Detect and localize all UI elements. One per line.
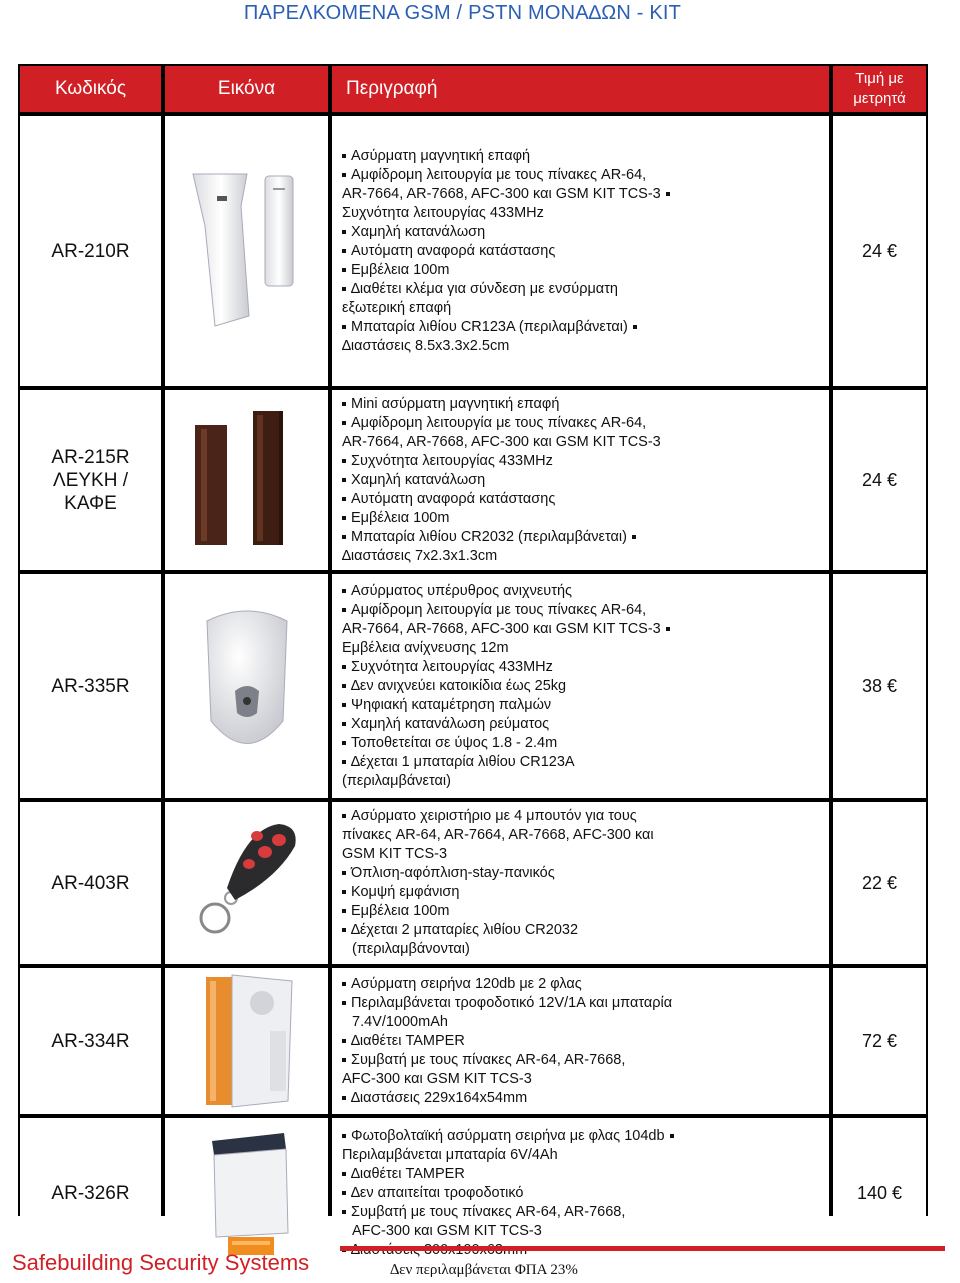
description-line — [342, 223, 823, 242]
magnetic-contact-brown-icon — [187, 405, 307, 555]
bullet-icon — [342, 741, 346, 745]
product-image — [165, 1118, 328, 1268]
description-line — [342, 414, 823, 433]
footer-divider — [340, 1246, 945, 1251]
pir-detector-icon — [187, 601, 307, 771]
bullet-icon — [342, 1001, 346, 1005]
description-text: AR-7664, AR-7668, AFC-300 και GSM KIT TCS-3 — [342, 621, 661, 637]
bullet-icon — [342, 665, 346, 669]
product-description — [332, 968, 829, 1114]
description-text: Περιλαμβάνεται τροφοδοτικό 12V/1A και μπαταρία — [351, 995, 673, 1011]
solar-siren-icon — [192, 1123, 302, 1263]
bullet-icon — [342, 287, 346, 291]
description-text: Ψηφιακή καταμέτρηση παλμών — [351, 697, 552, 713]
description-line — [342, 528, 823, 547]
bullet-icon — [342, 249, 346, 253]
bullet-icon — [342, 760, 346, 764]
bullet-icon — [342, 1210, 346, 1214]
wireless-siren-icon — [192, 971, 302, 1111]
description-text: ∆ιαθέτει κλέμα για σύνδεση με ενσύρματη — [351, 281, 618, 297]
price-table — [18, 64, 928, 1239]
description-line — [342, 1184, 823, 1203]
description-line — [342, 677, 823, 696]
description-text: Αμφίδρομη λειτουργία με τους πίνακες AR-64, — [351, 415, 647, 431]
bullet-icon — [342, 928, 346, 932]
description-text: Χαμηλή κατανάλωση — [351, 224, 486, 240]
description-text: Mini ασύρματη μαγνητική επαφή — [351, 396, 560, 412]
description-text: Όπλιση-αφόπλιση-stay-πανικός — [351, 865, 555, 881]
product-description — [332, 802, 829, 964]
description-text: ∆ιαστάσεις 7x2.3x1.3cm — [342, 548, 498, 564]
bullet-icon — [666, 192, 670, 196]
description-text: ∆έχεται 2 μπαταρίες λιθίου CR2032 — [351, 922, 579, 938]
bullet-icon — [342, 535, 346, 539]
bullet-icon — [342, 1191, 346, 1195]
description-line — [342, 1127, 823, 1146]
description-text: Συμβατή με τους πίνακες AR-64, AR-7668, — [351, 1052, 626, 1068]
description-line — [342, 1203, 823, 1222]
description-text: (περιλαμβάνονται) — [352, 941, 470, 957]
description-text: Εμβέλεια 100m — [351, 510, 450, 526]
description-line — [342, 395, 823, 414]
description-line — [342, 471, 823, 490]
description-line — [342, 620, 823, 639]
description-text: ∆ιαθέτει TAMPER — [351, 1033, 465, 1049]
product-description — [332, 390, 829, 570]
description-text: Μπαταρία λιθίου CR2032 (περιλαμβάνεται) — [351, 529, 627, 545]
description-text: AFC-300 και GSM KIT TCS-3 — [352, 1223, 542, 1239]
product-code: AR-215R ΛΕΥΚΗ / ΚΑΦΕ — [20, 390, 161, 570]
bullet-icon — [342, 230, 346, 234]
description-text: Εμβέλεια 100m — [351, 903, 450, 919]
bullet-icon — [342, 1058, 346, 1062]
bullet-icon — [342, 516, 346, 520]
bullet-icon — [342, 497, 346, 501]
bullet-icon — [342, 1134, 346, 1138]
description-line — [342, 204, 823, 223]
description-text: Τοποθετείται σε ύψος 1.8 - 2.4m — [351, 735, 558, 751]
header-image: Εικόνα — [165, 66, 328, 112]
description-text: Αυτόματη αναφορά κατάστασης — [351, 491, 556, 507]
remote-keyfob-icon — [187, 818, 307, 948]
description-text: Χαμηλή κατανάλωση — [351, 472, 486, 488]
description-text: ∆ιαθέτει TAMPER — [351, 1166, 465, 1182]
description-line — [342, 883, 823, 902]
description-text: Ασύρματη μαγνητική επαφή — [351, 148, 531, 164]
description-line — [342, 845, 823, 864]
description-text: Περιλαμβάνεται μπαταρία 6V/4Ah — [342, 1147, 558, 1163]
description-line — [342, 826, 823, 845]
bullet-icon — [666, 627, 670, 631]
product-image — [165, 574, 328, 798]
product-price: 24 € — [833, 390, 926, 570]
product-image — [165, 968, 328, 1114]
description-line — [342, 1165, 823, 1184]
product-price: 38 € — [833, 574, 926, 798]
bullet-icon — [342, 459, 346, 463]
bullet-icon — [342, 608, 346, 612]
description-line — [342, 1070, 823, 1089]
description-line — [342, 601, 823, 620]
description-line — [342, 147, 823, 166]
bullet-icon — [342, 722, 346, 726]
bullet-icon — [342, 325, 346, 329]
description-text: πίνακες AR-64, AR-7664, AR-7668, AFC-300 και — [342, 827, 654, 843]
bullet-icon — [342, 890, 346, 894]
description-text: Χαμηλή κατανάλωση ρεύματος — [351, 716, 550, 732]
description-line — [342, 280, 823, 299]
description-line — [342, 921, 823, 940]
description-line — [342, 509, 823, 528]
description-text: (περιλαμβάνεται) — [342, 773, 451, 789]
description-text: Ασύρματη σειρήνα 120db με 2 φλας — [351, 976, 582, 992]
description-text: Ασύρματος υπέρυθρος ανιχνευτής — [351, 583, 572, 599]
description-text: Φωτοβολταϊκή ασύρματη σειρήνα με φλας 104db — [351, 1128, 665, 1144]
bullet-icon — [342, 1172, 346, 1176]
description-line — [342, 715, 823, 734]
bullet-icon — [342, 173, 346, 177]
product-code: AR-334R — [20, 968, 161, 1114]
description-line — [342, 166, 823, 185]
bullet-icon — [342, 871, 346, 875]
product-description — [332, 116, 829, 386]
product-description — [332, 574, 829, 798]
bullet-icon — [342, 478, 346, 482]
description-line — [342, 433, 823, 452]
header-price: Τιμή με μετρητά — [833, 66, 926, 112]
product-code: AR-403R — [20, 802, 161, 964]
product-code: AR-326R — [20, 1118, 161, 1268]
bullet-icon — [342, 684, 346, 688]
description-line — [342, 185, 823, 204]
description-text: Ασύρματο χειριστήριο με 4 μπουτόν για τους — [351, 808, 637, 824]
description-text: Αυτόματη αναφορά κατάστασης — [351, 243, 556, 259]
bullet-icon — [342, 703, 346, 707]
footer-brand: Safebuilding Security Systems — [12, 1250, 310, 1275]
product-image — [165, 390, 328, 570]
description-text: Συμβατή με τους πίνακες AR-64, AR-7668, — [351, 1204, 626, 1220]
description-line — [342, 975, 823, 994]
description-line — [342, 772, 823, 791]
description-text: ∆ιαστάσεις 8.5x3.3x2.5cm — [342, 338, 510, 354]
description-text: Εμβέλεια 100m — [351, 262, 450, 278]
bullet-icon — [342, 154, 346, 158]
description-line — [342, 658, 823, 677]
bullet-icon — [342, 982, 346, 986]
description-text: AFC-300 και GSM KIT TCS-3 — [342, 1071, 532, 1087]
description-line — [342, 940, 823, 959]
description-text: ∆εν ανιχνεύει κατοικίδια έως 25kg — [351, 678, 567, 694]
header-description: Περιγραφή — [332, 66, 829, 112]
description-text: ∆εν απαιτείται τροφοδοτικό — [351, 1185, 524, 1201]
description-text: ∆έχεται 1 μπαταρία λιθίου CR123A — [351, 754, 575, 770]
bullet-icon — [342, 1096, 346, 1100]
bullet-icon — [342, 421, 346, 425]
description-line — [342, 734, 823, 753]
description-text: Συχνότητα λειτουργίας 433MHz — [351, 659, 553, 675]
description-text: Συχνότητα λειτουργίας 433MHz — [351, 453, 553, 469]
product-image — [165, 116, 328, 386]
bullet-icon — [342, 402, 346, 406]
description-line — [342, 582, 823, 601]
description-line — [342, 1032, 823, 1051]
description-text: Αμφίδρομη λειτουργία με τους πίνακες AR-64, — [351, 167, 647, 183]
description-text: Κομψή εμφάνιση — [351, 884, 460, 900]
description-line — [342, 696, 823, 715]
description-text: Συχνότητα λειτουργίας 433MHz — [342, 205, 544, 221]
bullet-icon — [342, 909, 346, 913]
bullet-icon — [670, 1134, 674, 1138]
footer-vat-note: ∆εν περιλαμβάνεται ΦΠΑ 23% — [390, 1262, 578, 1278]
description-line — [342, 807, 823, 826]
product-price: 72 € — [833, 968, 926, 1114]
description-line — [342, 902, 823, 921]
description-line — [342, 994, 823, 1013]
product-price: 24 € — [833, 116, 926, 386]
description-text: AR-7664, AR-7668, AFC-300 και GSM KIT TCS-3 — [342, 186, 661, 202]
header-code: Κωδικός — [20, 66, 161, 112]
bullet-icon — [342, 589, 346, 593]
description-text: 7.4V/1000mAh — [352, 1014, 448, 1030]
description-line — [342, 864, 823, 883]
description-text: ∆ιαστάσεις 229x164x54mm — [351, 1090, 528, 1106]
description-line — [342, 1222, 823, 1241]
description-line — [342, 1013, 823, 1032]
bullet-icon — [632, 535, 636, 539]
description-text: AR-7664, AR-7668, AFC-300 και GSM KIT TCS-3 — [342, 434, 661, 450]
page-title: ΠΑΡΕΛΚΟΜΕΝΑ GSM / PSTN ΜΟΝΑ∆ΩΝ - KIT — [243, 2, 682, 24]
description-line — [342, 639, 823, 658]
bullet-icon — [342, 268, 346, 272]
description-line — [342, 337, 823, 356]
bullet-icon — [342, 1039, 346, 1043]
bullet-icon — [342, 814, 346, 818]
description-line — [342, 452, 823, 471]
bullet-icon — [633, 325, 637, 329]
description-line — [342, 242, 823, 261]
product-code: AR-210R — [20, 116, 161, 386]
description-line — [342, 318, 823, 337]
description-line — [342, 547, 823, 566]
description-line — [342, 1089, 823, 1108]
description-text: Αμφίδρομη λειτουργία με τους πίνακες AR-64, — [351, 602, 647, 618]
product-image — [165, 802, 328, 964]
description-text: GSM KIT TCS-3 — [342, 846, 448, 862]
description-line — [342, 299, 823, 318]
description-line — [342, 1051, 823, 1070]
description-text: Μπαταρία λιθίου CR123A (περιλαμβάνεται) — [351, 319, 628, 335]
description-text: εξωτερική επαφή — [342, 300, 452, 316]
product-code: AR-335R — [20, 574, 161, 798]
description-line — [342, 490, 823, 509]
description-text: Εμβέλεια ανίχνευσης 12m — [342, 640, 509, 656]
product-price: 22 € — [833, 802, 926, 964]
magnetic-contact-white-icon — [187, 166, 307, 336]
description-line — [342, 261, 823, 280]
description-line — [342, 1146, 823, 1165]
description-line — [342, 753, 823, 772]
product-price: 140 € — [833, 1118, 926, 1268]
